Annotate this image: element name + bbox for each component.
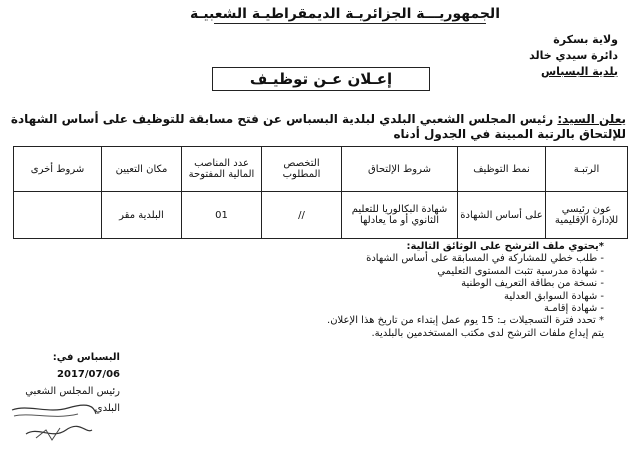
notice-title: إعـلان عـن توظيـف	[212, 67, 430, 91]
signatory-title: رئيس المجلس الشعبي البلدي	[25, 386, 120, 414]
documents-list	[284, 241, 604, 340]
table-header: شروط أخرى	[14, 147, 102, 192]
table-header: التخصص المطلوب	[262, 147, 342, 192]
deposit-note: يتم إيداع ملفات الترشح لدى مكتب المستخدمين بالبلدية.	[371, 327, 604, 339]
list-item: - طلب خطي للمشاركة في المسابقة على أساس الشهادة	[366, 253, 604, 265]
positions-table	[13, 146, 628, 239]
table-cell: 01	[182, 192, 262, 239]
table-header: مكان التعيين	[102, 147, 182, 192]
stamp-signature	[8, 400, 98, 446]
admin-block	[458, 32, 618, 80]
table-cell: شهادة البكالوريا للتعليم الثانوي أو ما يعادلها	[342, 192, 458, 239]
table-header: نمط التوظيف	[458, 147, 546, 192]
table-cell: البلدية مقر	[102, 192, 182, 239]
table-header: شروط الإلتحاق	[342, 147, 458, 192]
daira-label: دائرة سيدي خالد	[529, 49, 618, 62]
intro-lead: يعلن السيد:	[557, 112, 626, 126]
place-date: البسباس في: 2017/07/06	[52, 352, 120, 380]
intro-body: رئيس المجلس الشعبي البلدي لبلدية البسباس عن فتح مسابقة للتوظيف على أساس الشهادة للإلتحاق بالرتبة المبينة في الجدول أدناه	[10, 112, 626, 141]
deadline-note: * تحدد فترة التسجيلات بـ: 15 يوم عمل إبتداء من تاريخ هذا الإعلان.	[327, 315, 604, 327]
table-row	[14, 192, 628, 239]
list-item: - شهادة السوابق العدلية	[503, 290, 604, 302]
table-header: الرتبـة	[546, 147, 628, 192]
list-item: - شهادة مدرسية تثبت المستوى التعليمي	[437, 265, 604, 277]
documents-heading: *يحتوي ملف الترشح على الوثائق التالية:	[406, 241, 604, 252]
table-cell: عون رئيسي للإدارة الإقليمية	[546, 192, 628, 239]
list-item: - نسخة من بطاقة التعريف الوطنية	[461, 278, 604, 290]
list-item: - شهادة إقامـة	[544, 303, 604, 315]
table-cell	[14, 192, 102, 239]
republic-title: الجمهوريـــة الجزائريـة الديمقراطيـة الشعبيـة	[190, 6, 500, 22]
table-cell: على أساس الشهادة	[458, 192, 546, 239]
intro-paragraph	[10, 112, 626, 142]
table-header: عدد المناصب المالية المفتوحة	[182, 147, 262, 192]
baladia-label: بلدية البسباس	[541, 65, 618, 78]
table-cell: //	[262, 192, 342, 239]
table-header-row	[14, 147, 628, 192]
wilaya-label: ولاية بسكرة	[553, 33, 618, 46]
